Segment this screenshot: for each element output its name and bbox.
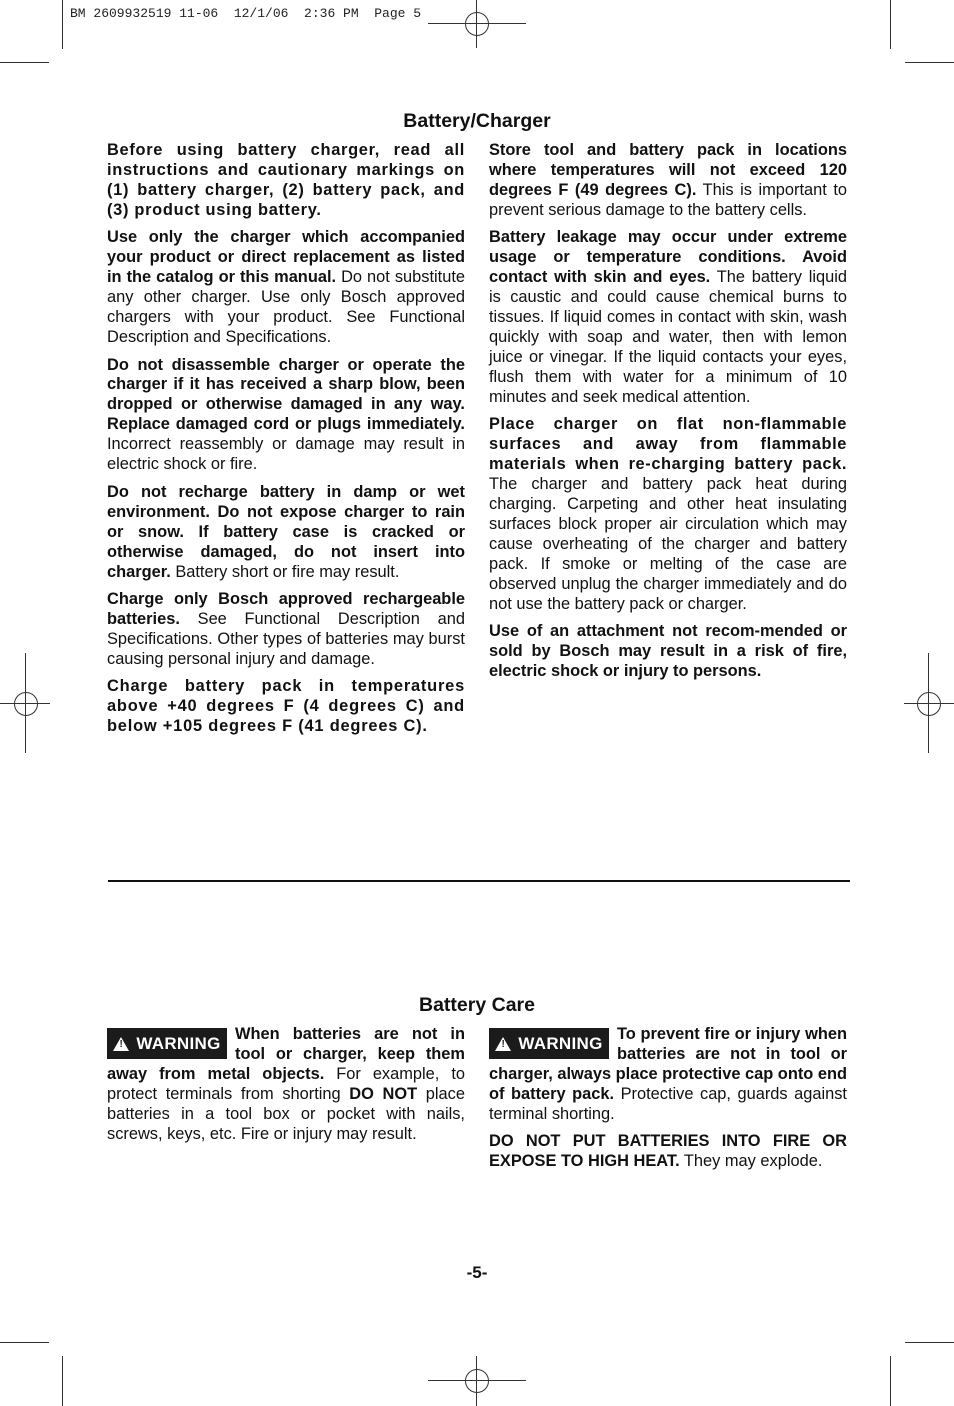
paragraph: [107, 483, 465, 583]
body-text: Do not substitute any other charger. Use only Bosch approved chargers with your product. See Functional Description and Specifications.: [107, 268, 465, 347]
body-text: See Functional Description and Specifications. Other types of batteries may burst causing personal injury and damage.: [107, 609, 465, 668]
crop-mark: [0, 62, 49, 63]
body-text: Battery short or fire may result.: [170, 562, 400, 581]
warning-symbol: !: [501, 1038, 506, 1050]
paragraph: [107, 590, 465, 670]
body-text: For example, to protect terminals from shorting: [107, 1064, 465, 1103]
bold-text: Place charger on flat non-flammable surfaces and away from flammable materials when re-charging battery pack.: [489, 415, 847, 474]
paragraph: [489, 622, 847, 682]
warning-label-text: WARNING: [518, 1033, 603, 1053]
crop-mark: [905, 62, 954, 63]
section-heading-battery-care: Battery Care: [419, 994, 535, 1016]
paragraph: [489, 141, 847, 221]
battery-charger-right-column: [489, 141, 847, 690]
crop-mark: [62, 1356, 63, 1406]
paragraph: [107, 228, 465, 348]
bold-text: Do not disassemble charger or operate the charger if it has received a sharp blow, been dropped or otherwise damaged in any way. Replace damaged cord or plugs immediately.: [107, 355, 465, 434]
paragraph: [107, 677, 465, 737]
body-text: Incorrect reassembly or damage may result in electric shock or fire.: [107, 435, 465, 474]
bold-text: Battery leakage may occur under extreme usage or temperature conditions. Avoid contact with skin and eyes.: [489, 228, 847, 287]
crop-mark: [890, 1356, 891, 1406]
warning-label: [107, 1028, 227, 1059]
registration-mark: [465, 12, 489, 36]
paragraph: [489, 415, 847, 615]
body-text: The charger and battery pack heat during charging. Carpeting and other heat insulating surfaces block proper air circulation which may cause overheating of the charger and battery pack. If smoke or melting of the case are observed unplug the charger immediately and do not use the battery pack or charger.: [489, 475, 847, 613]
warning-label: [489, 1028, 609, 1059]
bold-text: Do not recharge battery in damp or wet environment. Do not expose charger to rain or snow. If battery case is cracked or otherwise damaged, do not insert into charger.: [107, 482, 465, 581]
paragraph: [107, 356, 465, 476]
warning-triangle-icon: [495, 1037, 511, 1051]
body-text: They may explode.: [679, 1152, 823, 1171]
crop-mark: [0, 1342, 49, 1343]
battery-care-right-column: [489, 1025, 847, 1180]
page-number: -5-: [466, 1263, 488, 1282]
body-text: place batteries in a tool box or pocket with nails, screws, keys, etc. Fire or injury may result.: [107, 1084, 465, 1143]
registration-mark: [465, 1369, 489, 1393]
paragraph: [107, 141, 465, 221]
body-text: The battery liquid is caustic and could cause chemical burns to tissues. If liquid comes in contact with skin, wash quickly with soap and water, then with lemon juice or vinegar. If the liquid contacts your eyes, flush them with water for a minimum of 10 minutes and seek medical attention.: [489, 268, 847, 406]
section-heading-battery-charger: Battery/Charger: [403, 110, 551, 132]
crop-mark: [905, 1342, 954, 1343]
warning-triangle-icon: [113, 1037, 129, 1051]
bold-text: Store tool and battery pack in locations where temperatures will not exceed 120 degrees F (49 degrees C).: [489, 141, 847, 199]
crop-mark: [890, 0, 891, 49]
registration-mark: [14, 692, 38, 716]
crop-mark: [62, 0, 63, 49]
body-text: Protective cap, guards against terminal shorting.: [489, 1084, 847, 1123]
battery-charger-left-column: [107, 141, 465, 745]
bold-text: Charge only Bosch approved rechargeable batteries.: [107, 590, 465, 628]
paragraph: [489, 1025, 847, 1125]
section-divider: [108, 880, 850, 882]
paragraph: [107, 1025, 465, 1145]
bold-text: DO NOT: [349, 1084, 418, 1103]
bold-text: When batteries are not in tool or charger, keep them away from metal objects.: [107, 1025, 465, 1083]
battery-care-left-column: [107, 1025, 465, 1152]
registration-mark: [917, 692, 941, 716]
body-text: This is important to prevent serious damage to the battery cells.: [489, 180, 847, 219]
warning-label-text: WARNING: [136, 1033, 221, 1053]
paragraph: [489, 228, 847, 408]
print-slug: BM 2609932519 11-06 12/1/06 2:36 PM Page 5: [70, 6, 422, 21]
bold-text: DO NOT PUT BATTERIES INTO FIRE OR EXPOSE TO HIGH HEAT.: [489, 1132, 847, 1171]
bold-text: Use of an attachment not recom-mended or sold by Bosch may result in a risk of fire, electric shock or injury to persons.: [489, 622, 847, 681]
warning-symbol: !: [119, 1038, 124, 1050]
bold-text: Use only the charger which accompanied your product or direct replacement as listed in the catalog or this manual.: [107, 228, 465, 287]
bold-text: Before using battery charger, read all instructions and cautionary markings on (1) battery charger, (2) battery pack, and (3) product using battery.: [107, 141, 465, 219]
bold-text: Charge battery pack in temperatures above +40 degrees F (4 degrees C) and below +105 degrees F (41 degrees C).: [107, 677, 465, 736]
paragraph: [489, 1132, 847, 1172]
bold-text: To prevent fire or injury when batteries are not in tool or charger, always place protective cap onto end of battery pack.: [489, 1025, 847, 1103]
